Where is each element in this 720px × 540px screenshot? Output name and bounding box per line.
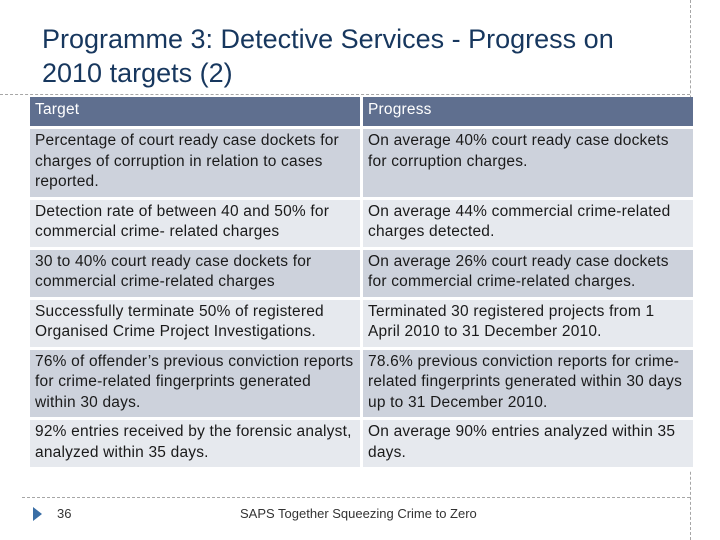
- table-row: [30, 200, 693, 250]
- column-header-progress: Progress: [363, 97, 693, 129]
- title-divider: [0, 94, 690, 95]
- column-header-target: Target: [30, 97, 363, 129]
- page-title-line-2: 2010 targets (2): [42, 58, 233, 88]
- table-row: [30, 129, 693, 200]
- target-cell: 92% entries received by the forensic analyst, analyzed within 35 days.: [30, 420, 363, 470]
- footer-divider: [22, 497, 690, 498]
- target-cell: 76% of offender’s previous conviction reports for crime-related fingerprints generated within 30 days.: [30, 350, 363, 421]
- progress-cell: On average 44% commercial crime-related charges detected.: [363, 200, 693, 250]
- page-number: 36: [57, 506, 72, 521]
- page-title-line-1: Programme 3: Detective Services - Progress on: [42, 24, 614, 54]
- progress-cell: On average 90% entries analyzed within 35 days.: [363, 420, 693, 470]
- footer-slogan: SAPS Together Squeezing Crime to Zero: [240, 506, 477, 521]
- table-row: [30, 250, 693, 300]
- table-header-row: [30, 97, 693, 129]
- target-cell: Successfully terminate 50% of registered Organised Crime Project Investigations.: [30, 300, 363, 350]
- progress-cell: 78.6% previous conviction reports for crime-related fingerprints generated within 30 days up to 31 December 2010.: [363, 350, 693, 421]
- progress-cell: Terminated 30 registered projects from 1 April 2010 to 31 December 2010.: [363, 300, 693, 350]
- progress-table: [30, 97, 693, 470]
- progress-cell: On average 40% court ready case dockets for corruption charges.: [363, 129, 693, 200]
- target-cell: Detection rate of between 40 and 50% for commercial crime- related charges: [30, 200, 363, 250]
- table-row: [30, 350, 693, 421]
- table-row: [30, 420, 693, 470]
- progress-cell: On average 26% court ready case dockets for commercial crime-related charges.: [363, 250, 693, 300]
- triangle-right-icon: [33, 507, 42, 521]
- target-cell: 30 to 40% court ready case dockets for commercial crime-related charges: [30, 250, 363, 300]
- page-title: [42, 22, 682, 90]
- table-row: [30, 300, 693, 350]
- target-cell: Percentage of court ready case dockets for charges of corruption in relation to cases reported.: [30, 129, 363, 200]
